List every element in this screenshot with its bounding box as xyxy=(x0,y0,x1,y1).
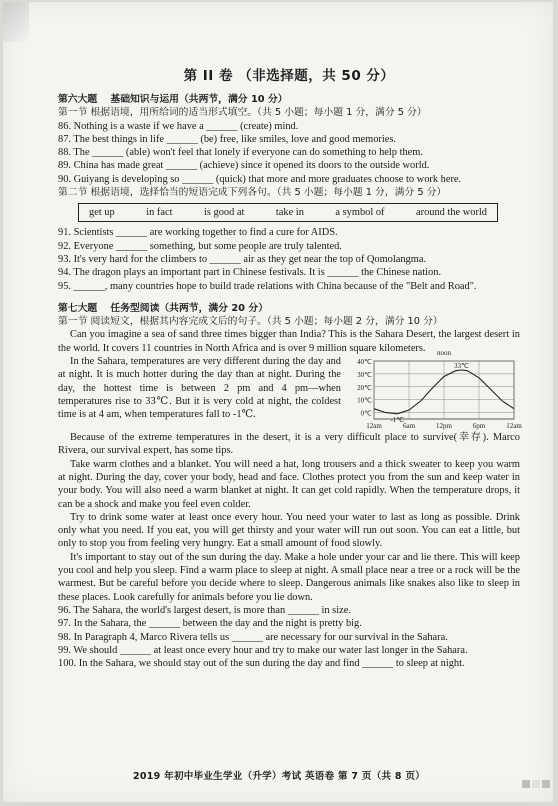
page-corner-shadow xyxy=(3,2,29,42)
passage-paragraph-5: Try to drink some water at least once every hour. You need your water to last as long as possible. Drink only what you need. If you eat, you will get thirsty and your water will run out soon. You can eat a little, but only to stop you from feeling very hungry. Eat a small amount of food slowly. xyxy=(58,511,520,550)
phrase-item: is good at xyxy=(203,207,245,219)
passage-paragraph-6: It's important to stay out of the sun during the day. Make a hole under your car and lie there. This will keep you cool and help you sleep. Find a warm place to sleep at night. A small place near a tree or a rock will be the warmest. But be careful before you decide where to sleep. Dangerous animals like snakes also like to sleep in these places. Look carefully for animals before you lie down. xyxy=(58,551,520,603)
part7-section1-instructions: 第一节 阅读短文，根据其内容完成文后的句子。（共 5 小题；每小题 2 分，满分 10 分） xyxy=(58,316,443,328)
question-94: 94. The dragon plays an important part in Chinese festivals. It is ______ the Chinese nation. xyxy=(58,267,442,279)
question-89: 89. China has made great ______ (achieve) since it opened its doors to the outside world. xyxy=(58,160,430,172)
y-tick-label: 40℃ xyxy=(357,358,372,367)
part6-section2-instructions: 第二节 根据语境，选择恰当的短语完成下列各句。（共 5 小题；每小题 1 分，满分 5 分） xyxy=(58,187,447,199)
exam-page xyxy=(3,2,553,802)
question-86: 86. Nothing is a waste if we have a ______ (create) mind. xyxy=(58,120,299,132)
x-tick-label: 6pm xyxy=(472,422,486,431)
part6-section1-instructions: 第一节 根据语境，用所给词的适当形式填空。（共 5 小题；每小题 1 分，满分 5 分） xyxy=(58,107,427,119)
question-100: 100. In the Sahara, we should stay out of the sun during the day and find ______ to sleep at night. xyxy=(58,658,465,670)
y-tick-label: 20℃ xyxy=(357,383,372,392)
data-label: 33℃ xyxy=(454,362,469,371)
question-96: 96. The Sahara, the world's largest desert, is more than ______ in size. xyxy=(58,604,351,616)
y-tick-label: 10℃ xyxy=(357,396,372,405)
x-tick-label: 12am xyxy=(366,422,382,431)
section-title: 第 II 卷 （非选择题，共 50 分） xyxy=(183,68,395,84)
x-tick-label: 12pm xyxy=(436,422,452,431)
passage-paragraph-1: Can you imagine a sea of sand three times bigger than India? This is the Sahara Desert, the largest desert in the world. It covers 11 countries in North Africa and is over 9 million square kilometers. xyxy=(58,329,520,354)
passage-paragraph-4: Take warm clothes and a blanket. You will need a hat, long trousers and a thick sweater to keep you warm at night. During the day, cover your body, head and face. Clothes protect you from the sun and keep water in your body. You will also need a warm blanket at night. It can get cold rapidly. When the temperature drops, it can be a shock and make you feel even colder. xyxy=(58,458,520,510)
watermark-icon xyxy=(522,780,550,788)
question-97: 97. In the Sahara, the ______ between the day and the night is pretty big. xyxy=(58,618,362,630)
y-tick-label: 30℃ xyxy=(357,370,372,379)
page-content xyxy=(58,64,520,670)
phrase-item: in fact xyxy=(146,207,173,219)
y-tick-label: 0℃ xyxy=(360,409,372,418)
passage-paragraph-3: Because of the extreme temperatures in the desert, it is a very difficult place to survive(幸存). Marco Rivera, our survival expert, has some tips. xyxy=(58,432,520,457)
chart-title: noon xyxy=(437,349,451,358)
question-87: 87. The best things in life ______ (be) free, like smiles, love and good memories. xyxy=(58,133,397,145)
passage-paragraph-2: In the Sahara, temperatures are very different during the day and at night. It is much hotter during the day than at night. During the day, the hottest time is between 2 pm and 4 pm—when temperatures rise to 33℃. But it is very cold at night, the coldest time is at 4 am, when temperatures fall to -1℃. xyxy=(58,356,341,421)
question-98: 98. In Paragraph 4, Marco Rivera tells us ______ are necessary for our survival in the Sahara. xyxy=(58,631,448,643)
phrase-item: around the world xyxy=(416,207,487,219)
question-92: 92. Everyone ______ something, but some people are truly talented. xyxy=(58,240,342,252)
paragraph-with-chart xyxy=(58,349,522,431)
x-tick-label: 12am xyxy=(506,422,522,431)
question-99: 99. We should ______ at least once every hour and try to make our water last longer in the Sahara. xyxy=(58,644,468,656)
question-93: 93. It's very hard for the climbers to ______ air as they get near the top of Qomolangma. xyxy=(58,253,427,265)
part6-header: 第六大题 基础知识与运用（共两节，满分 10 分） xyxy=(58,94,288,105)
part7-header: 第七大题 任务型阅读（共两节，满分 20 分） xyxy=(58,302,269,314)
phrase-item: a symbol of xyxy=(335,207,385,219)
phrase-item: get up xyxy=(89,207,115,219)
data-label: -1℃ xyxy=(390,415,405,424)
phrase-box xyxy=(78,203,498,222)
phrase-item: take in xyxy=(275,207,304,219)
question-91: 91. Scientists ______ are working together to find a cure for AIDS. xyxy=(58,227,338,239)
temperature-chart-svg xyxy=(350,345,520,431)
page-footer: 2019 年初中毕业生学业（升学）考试 英语卷 第 7 页（共 8 页） xyxy=(132,771,426,782)
question-90: 90. Guiyang is developing so ______ (quick) that more and more graduates choose to work here. xyxy=(58,173,462,185)
x-tick-label: 6am xyxy=(402,422,416,431)
question-88: 88. The ______ (able) won't feel that lonely if everyone can do something to help them. xyxy=(58,147,423,159)
temperature-chart xyxy=(350,345,520,431)
question-95: 95. ______, many countries hope to build trade relations with China because of the "Belt and Road". xyxy=(58,280,477,292)
